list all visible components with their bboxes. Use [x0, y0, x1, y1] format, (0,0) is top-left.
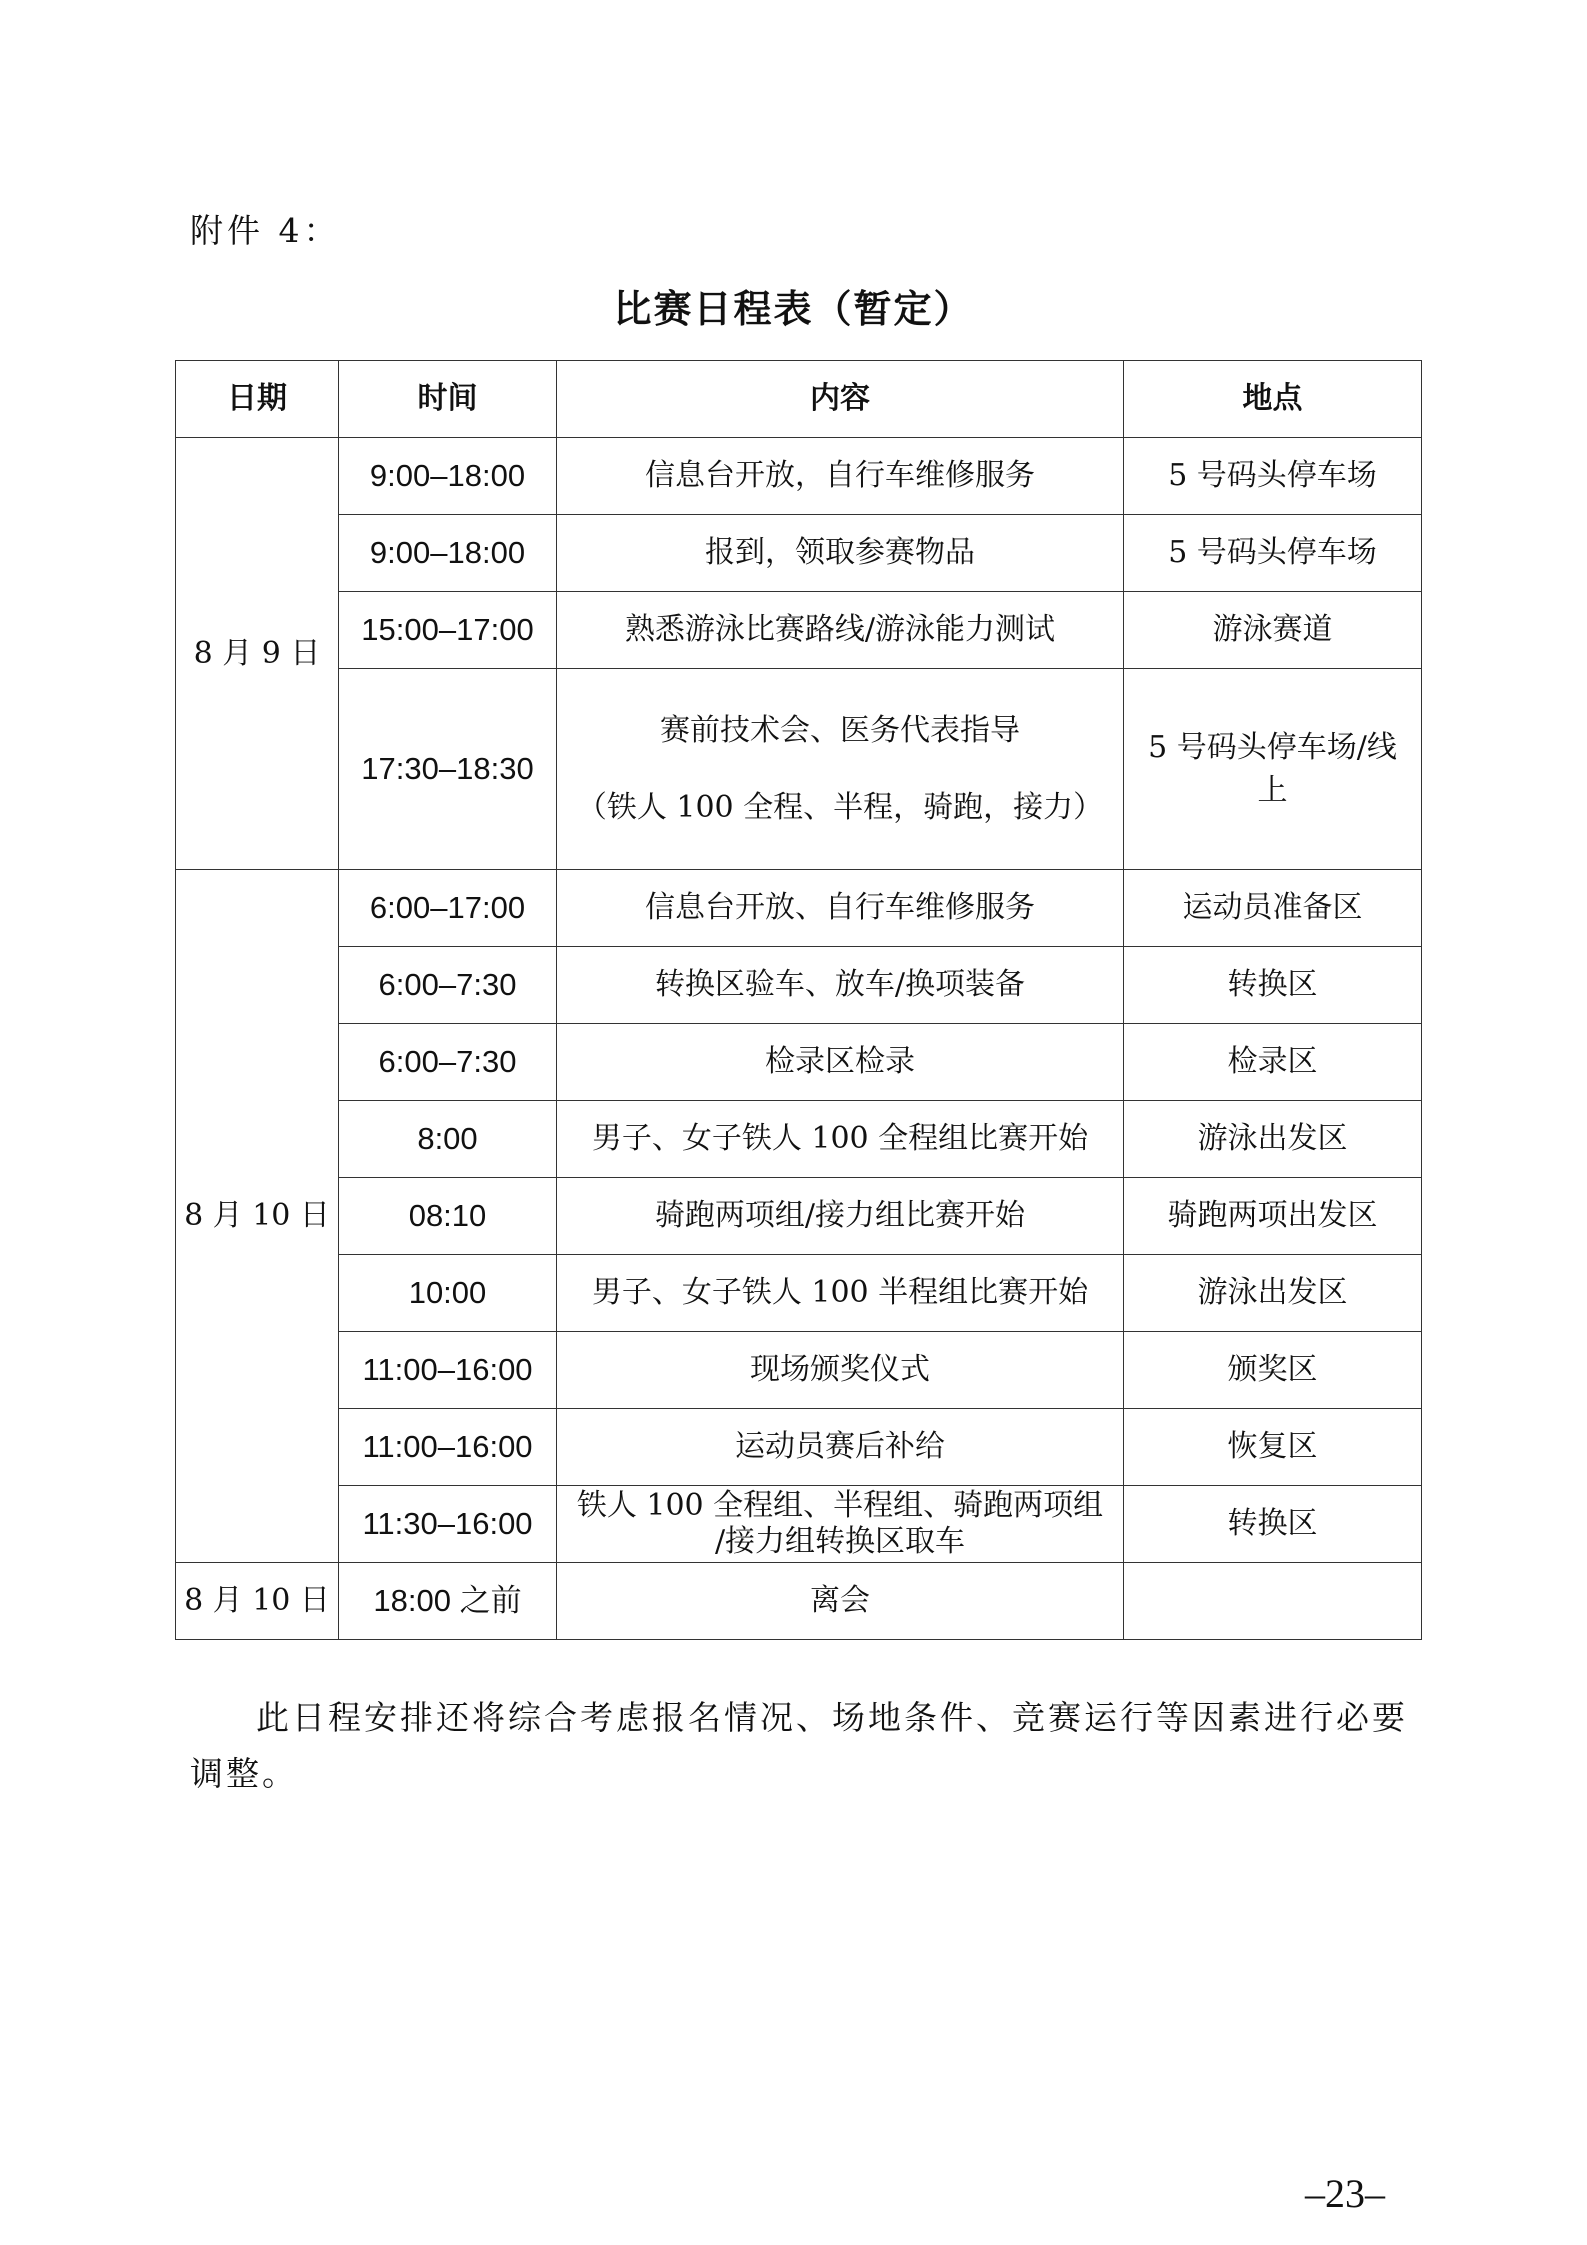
schedule-note: 此日程安排还将综合考虑报名情况、场地条件、竞赛运行等因素进行必要调整。: [190, 1698, 1408, 1793]
table-header-row: [176, 361, 1422, 438]
time-cell: 11:00–16:00: [339, 1409, 557, 1486]
date-cell: 8 月 10 日: [176, 1563, 339, 1640]
place-cell: 恢复区: [1124, 1409, 1422, 1486]
page-number: –23–: [1305, 2171, 1385, 2216]
table-row: [176, 669, 1422, 870]
time-cell: 15:00–17:00: [339, 592, 557, 669]
place-line: 5 号码头停车场/线: [1148, 729, 1397, 765]
time-cell: 6:00–17:00: [339, 870, 557, 947]
time-cell: 11:30–16:00: [339, 1486, 557, 1563]
time-cell: 9:00–18:00: [339, 438, 557, 515]
time-cell: 6:00–7:30: [339, 947, 557, 1024]
place-cell: 检录区: [1124, 1024, 1422, 1101]
time-cell: 11:00–16:00: [339, 1332, 557, 1409]
content-cell: 骑跑两项组/接力组比赛开始: [557, 1178, 1124, 1255]
content-line: /接力组转换区取车: [714, 1524, 966, 1559]
place-cell: 游泳赛道: [1124, 592, 1422, 669]
place-line: 上: [1257, 773, 1288, 808]
table-row: [176, 1486, 1422, 1563]
content-cell: 男子、女子铁人 100 半程组比赛开始: [557, 1255, 1124, 1332]
header-place: 地点: [1124, 361, 1422, 438]
time-cell: 08:10: [339, 1178, 557, 1255]
place-cell: 5 号码头停车场: [1124, 515, 1422, 592]
place-cell: 转换区: [1124, 947, 1422, 1024]
time-cell: 8:00: [339, 1101, 557, 1178]
table-row: [176, 438, 1422, 515]
table-row: [176, 515, 1422, 592]
header-content: 内容: [557, 361, 1124, 438]
content-cell: [557, 1486, 1124, 1563]
table-row: [176, 1563, 1422, 1640]
content-cell: 信息台开放，自行车维修服务: [557, 438, 1124, 515]
place-cell: 游泳出发区: [1124, 1101, 1422, 1178]
content-cell: 离会: [557, 1563, 1124, 1640]
date-cell: 8 月 9 日: [176, 438, 339, 870]
line-gap: [563, 752, 1117, 786]
content-cell: 运动员赛后补给: [557, 1409, 1124, 1486]
schedule-table: [175, 360, 1422, 1640]
place-cell: 颁奖区: [1124, 1332, 1422, 1409]
place-cell: 骑跑两项出发区: [1124, 1178, 1422, 1255]
table-row: [176, 1255, 1422, 1332]
place-cell: [1124, 1563, 1422, 1640]
table-row: [176, 870, 1422, 947]
place-cell: 运动员准备区: [1124, 870, 1422, 947]
table-row: [176, 1409, 1422, 1486]
content-cell: 转换区验车、放车/换项装备: [557, 947, 1124, 1024]
table-row: [176, 1101, 1422, 1178]
page-title: 比赛日程表（暂定）: [613, 287, 974, 331]
content-cell: 检录区检录: [557, 1024, 1124, 1101]
table-row: [176, 1332, 1422, 1409]
table-row: [176, 1024, 1422, 1101]
place-cell: 转换区: [1124, 1486, 1422, 1563]
place-cell: 游泳出发区: [1124, 1255, 1422, 1332]
time-cell: 17:30–18:30: [339, 669, 557, 870]
content-cell: [557, 669, 1124, 870]
table-row: [176, 947, 1422, 1024]
time-cell: 6:00–7:30: [339, 1024, 557, 1101]
attachment-label: 附件 4：: [190, 211, 341, 250]
header-time: 时间: [339, 361, 557, 438]
content-line: 铁人 100 全程组、半程组、骑跑两项组: [576, 1488, 1104, 1523]
content-cell: 信息台开放、自行车维修服务: [557, 870, 1124, 947]
time-cell: 18:00 之前: [339, 1563, 557, 1640]
place-cell: [1124, 669, 1422, 870]
place-cell: 5 号码头停车场: [1124, 438, 1422, 515]
header-date: 日期: [176, 361, 339, 438]
time-cell: 9:00–18:00: [339, 515, 557, 592]
table-row: [176, 1178, 1422, 1255]
time-cell: 10:00: [339, 1255, 557, 1332]
content-cell: 男子、女子铁人 100 全程组比赛开始: [557, 1101, 1124, 1178]
content-cell: 现场颁奖仪式: [557, 1332, 1124, 1409]
content-line: （铁人 100 全程、半程，骑跑，接力）: [576, 790, 1104, 825]
content-line: 赛前技术会、医务代表指导: [660, 712, 1020, 748]
content-cell: 报到，领取参赛物品: [557, 515, 1124, 592]
table-row: [176, 592, 1422, 669]
content-cell: 熟悉游泳比赛路线/游泳能力测试: [557, 592, 1124, 669]
date-cell: 8 月 10 日: [176, 870, 339, 1563]
